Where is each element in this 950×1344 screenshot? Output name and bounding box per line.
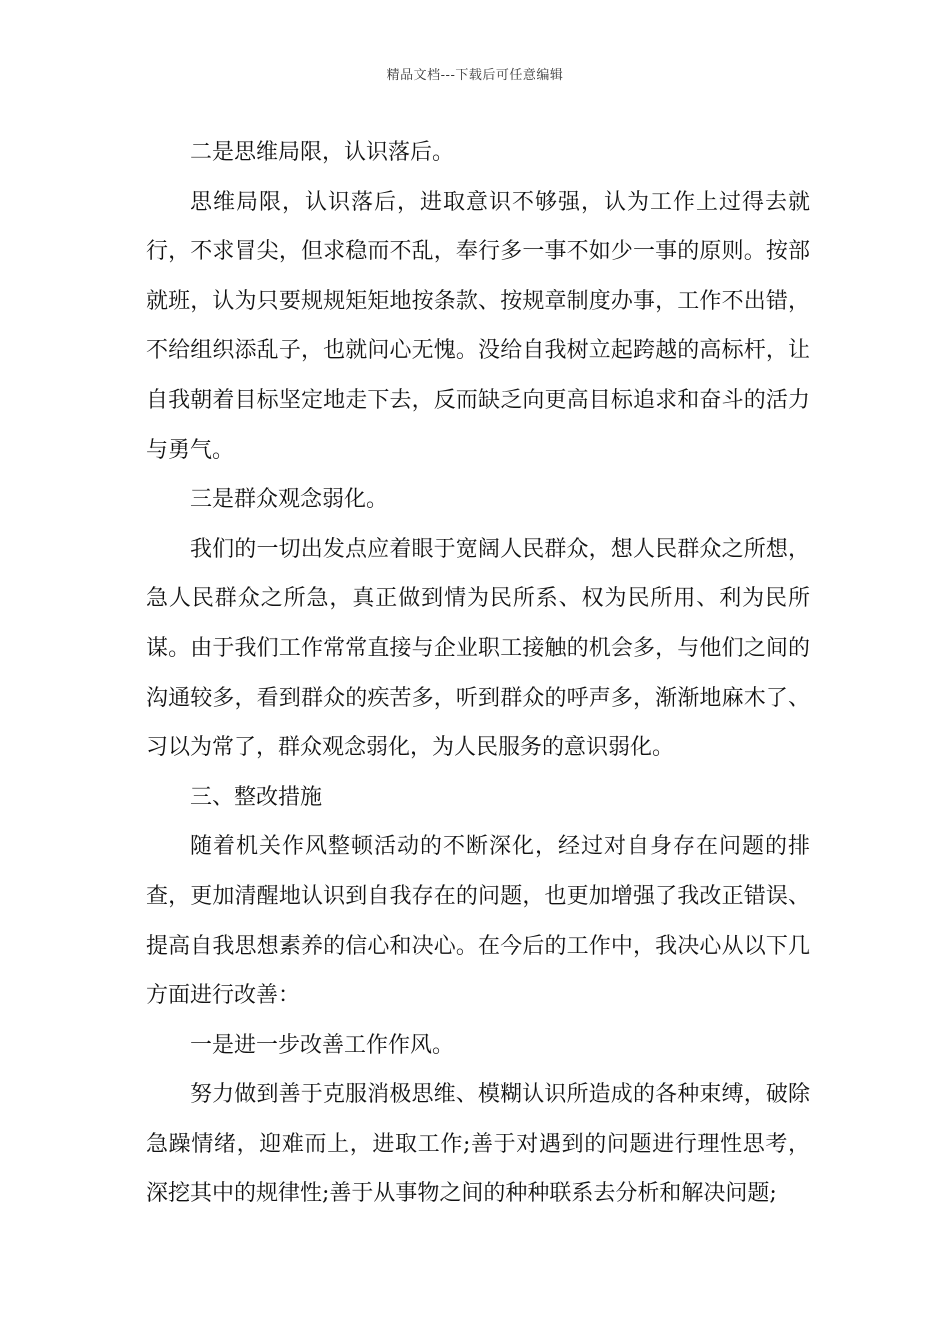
subheading-mass-concept: 三是群众观念弱化。 <box>190 487 389 513</box>
paragraph-thinking-limited: 思维局限，认识落后，进取意识不够强，认为工作上过得去就行，不求冒尖，但求稳而不乱，奉行多一事不如少一事的原则。按部就班，认为只要规规矩矩地按条款、按规章制度办事，工作不出错，不给组织添乱子，也就问心无愧。没给自我树立起跨越的高标杆，让自我朝着目标坚定地走下去，反而缺乏向更高目标追求和奋斗的活力与勇气。 <box>146 189 810 463</box>
paragraph-improve-work-style: 努力做到善于克服消极思维、模糊认识所造成的各种束缚，破除急躁情绪，迎难而上，进取工作;善于对遇到的问题进行理性思考，深挖其中的规律性;善于从事物之间的种种联系去分析和解决问题; <box>146 1082 810 1207</box>
paragraph-mass-concept: 我们的一切出发点应着眼于宽阔人民群众，想人民群众之所想，急人民群众之所急，真正做到情为民所系、权为民所用、利为民所谋。由于我们工作常常直接与企业职工接触的机会多，与他们之间的沟通较多，看到群众的疾苦多，听到群众的呼声多，渐渐地麻木了、习以为常了，群众观念弱化，为人民服务的意识弱化。 <box>146 536 810 761</box>
document-body <box>146 128 810 1219</box>
page-header-watermark: 精品文档---下载后可任意编辑 <box>386 68 564 83</box>
subheading-thinking-limited: 二是思维局限，认识落后。 <box>190 140 455 165</box>
subheading-improve-work-style: 一是进一步改善工作作风。 <box>190 1032 455 1058</box>
section-heading-rectification: 三、整改措施 <box>190 784 323 810</box>
paragraph-rectification-intro: 随着机关作风整顿活动的不断深化，经过对自身存在问题的排查，更加清醒地认识到自我存在的问题，也更加增强了我改正错误、提高自我思想素养的信心和决心。在今后的工作中，我决心从以下几方面进行改善： <box>146 834 810 1009</box>
